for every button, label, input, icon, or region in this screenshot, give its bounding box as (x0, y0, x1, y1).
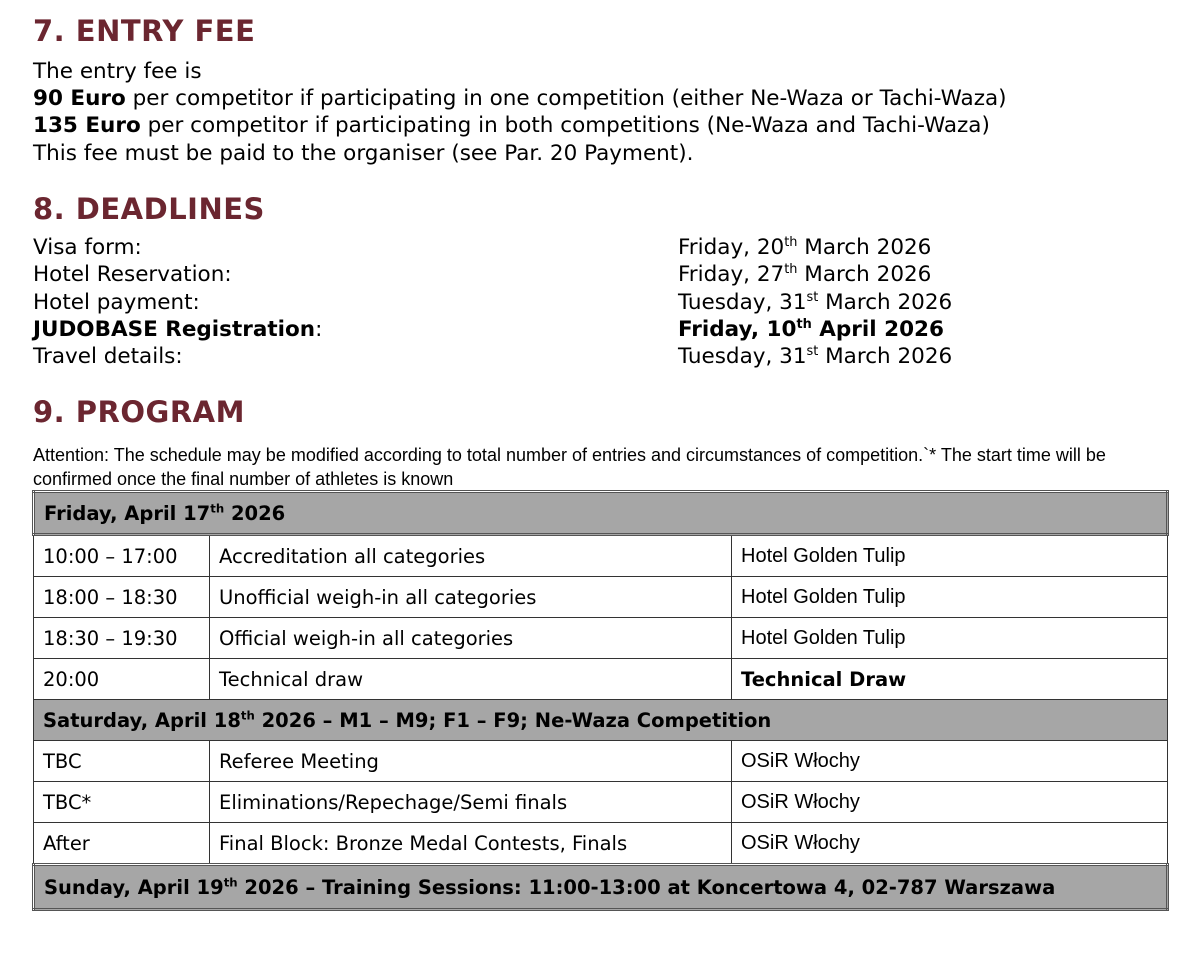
table-row (34, 782, 1168, 823)
day-header-row (34, 492, 1168, 535)
time-cell: TBC* (34, 782, 210, 823)
event-cell: Technical draw (210, 659, 732, 700)
deadline-label: Hotel Reservation: (33, 262, 232, 287)
program-heading: 9. PROGRAM (33, 395, 245, 429)
location-cell: Hotel Golden Tulip (732, 618, 1168, 659)
location-cell: Technical Draw (732, 659, 1168, 700)
event-cell: Final Block: Bronze Medal Contests, Finals (210, 823, 732, 865)
location-cell: Hotel Golden Tulip (732, 577, 1168, 618)
deadline-label: JUDOBASE Registration: (33, 317, 323, 342)
time-cell: 18:30 – 19:30 (34, 618, 210, 659)
deadline-date: Tuesday, 31st March 2026 (678, 343, 953, 369)
location-cell: OSiR Włochy (732, 823, 1168, 865)
attention-note: Attention: The schedule may be modified according to total number of entries and circumstances of competition.`* The start time will be confirmed once the final number of athletes is known (33, 445, 1106, 489)
day-header-row (34, 700, 1168, 741)
table-row (34, 823, 1168, 865)
deadlines-heading: 8. DEADLINES (33, 192, 265, 226)
deadline-date: Friday, 20th March 2026 (678, 234, 932, 260)
location-cell: Hotel Golden Tulip (732, 535, 1168, 577)
day-header-sunday: Sunday, April 19th 2026 – Training Sessions: 11:00-13:00 at Koncertowa 4, 02-787 Warszawa (34, 865, 1168, 910)
deadline-label: Hotel payment: (33, 290, 200, 315)
time-cell: 18:00 – 18:30 (34, 577, 210, 618)
program-table (32, 490, 1169, 911)
fee-one-text: per competitor if participating in one competition (either Ne-Waza or Tachi-Waza) (125, 86, 1007, 111)
deadline-date: Friday, 27th March 2026 (678, 261, 932, 287)
table-row (34, 618, 1168, 659)
entry-fee-payment-note: This fee must be paid to the organiser (see Par. 20 Payment). (33, 141, 694, 166)
day-header-row (34, 865, 1168, 910)
fee-two-text: per competitor if participating in both competitions (Ne-Waza and Tachi-Waza) (140, 113, 990, 138)
event-cell: Accreditation all categories (210, 535, 732, 577)
event-cell: Referee Meeting (210, 741, 732, 782)
table-row (34, 577, 1168, 618)
table-row (34, 741, 1168, 782)
entry-fee-line-one (33, 85, 1007, 112)
deadline-label: Visa form: (33, 235, 142, 260)
table-row (34, 659, 1168, 700)
fee-two-amount: 135 Euro (33, 113, 141, 138)
time-cell: After (34, 823, 210, 865)
entry-fee-intro: The entry fee is (33, 59, 202, 84)
deadline-label: Travel details: (33, 344, 183, 369)
entry-fee-line-two (33, 112, 990, 139)
deadline-date: Tuesday, 31st March 2026 (678, 289, 953, 315)
time-cell: 10:00 – 17:00 (34, 535, 210, 577)
event-cell: Official weigh-in all categories (210, 618, 732, 659)
fee-one-amount: 90 Euro (33, 86, 126, 111)
time-cell: TBC (34, 741, 210, 782)
location-cell: OSiR Włochy (732, 782, 1168, 823)
location-cell: OSiR Włochy (732, 741, 1168, 782)
day-header-saturday: Saturday, April 18th 2026 – M1 – M9; F1 – F9; Ne-Waza Competition (34, 700, 1168, 741)
deadline-date: Friday, 10th April 2026 (678, 316, 944, 342)
event-cell: Eliminations/Repechage/Semi finals (210, 782, 732, 823)
event-cell: Unofficial weigh-in all categories (210, 577, 732, 618)
entry-fee-heading: 7. ENTRY FEE (33, 14, 256, 48)
day-header-friday: Friday, April 17th 2026 (34, 492, 1168, 535)
table-row (34, 535, 1168, 577)
time-cell: 20:00 (34, 659, 210, 700)
